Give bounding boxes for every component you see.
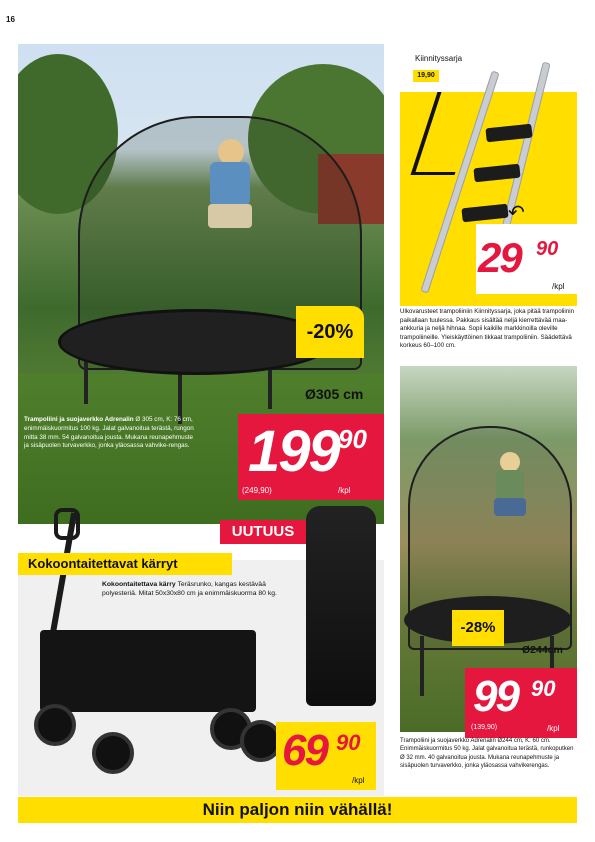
price-main: 69 (282, 726, 327, 775)
size-label-305: Ø305 cm (305, 386, 364, 402)
price-unit: /kpl (552, 282, 565, 291)
page-number: 16 (6, 15, 15, 24)
price-tag-29 (476, 224, 577, 294)
price-cents: 90 (536, 238, 559, 260)
price-cents: 90 (531, 676, 556, 701)
discount-badge-20 (296, 306, 364, 358)
ladder-title: Kiinnityssarja (415, 54, 463, 63)
folded-cart-image (306, 506, 376, 706)
cart-title: Kokoontaitettavat kärryt (18, 553, 232, 575)
cart-wheel (92, 732, 134, 774)
price-unit: /kpl (352, 776, 365, 785)
anchor-kit-price: 19,90 (413, 70, 439, 82)
discount-text: -20% (306, 321, 354, 343)
old-price: (139,90) (471, 724, 498, 731)
price-unit: /kpl (547, 724, 560, 733)
price-cents: 90 (338, 424, 367, 454)
caption-text: Ø 305 cm, K: 76 cm, enimmäiskuormitus 100 kg. Jalat galvanoitua terästä, rungon mitta 38 mm. 54 galvanoitua jousta. Mukana reunapehmuste ja sisäpuolen turvaverkko, jonka yläosassa vahvike-rengas. (24, 416, 194, 450)
curved-arrow-icon: ↶ (508, 202, 525, 224)
price-main: 199 (248, 419, 339, 484)
price-main: 99 (473, 672, 518, 721)
new-badge: UUTUUS (220, 520, 306, 544)
discount-badge-28 (452, 610, 504, 646)
caption-title: Trampoliini ja suojaverkko Adrenalin (24, 416, 134, 423)
cart-image (40, 630, 256, 712)
price-cents: 90 (336, 730, 361, 755)
price-tag-69 (276, 722, 376, 790)
discount-text: -28% (460, 619, 496, 636)
trampoline-small-description: Trampoliini ja suojaverkko Adrenalin Ø244 cm, K: 60 cm. Enimmäiskuormitus 50 kg. Jalat galvanoitua terästä, runkoputken Ø 32 mm. 40 galvanoitua jousta. Mukana reunapehmuste ja sisäpuolen turvaverkko, jonka yläosassa vahvikerengas. (400, 738, 574, 770)
price-tag-99 (465, 668, 577, 738)
ladder-description: Ulkovarusteet trampoliiniin Kiinnityssarja, joka pitää trampoliinin paikallaan tuulessa. Pakkaus sisältää neljä kierrettävää maa-ankkuria ja neljä hihnaa. Sopii kaikille markkinoilla oleville trampoliineille. Yleiskäyttöinen tikkaat trampoliiniin. Säädettävä korkeus 60–100 cm. (400, 308, 575, 350)
cart-desc-text: Teräsrunko, kangas kestävää polyesteriä. Mitat 50x30x80 cm ja enimmäiskuorma 80 kg. (102, 581, 277, 598)
price-main: 29 (478, 234, 521, 281)
cart-desc-title: Kokoontaitettava kärry (102, 581, 176, 588)
cart-wheel (34, 704, 76, 746)
trampoline-mat (58, 309, 334, 375)
price-unit: /kpl (338, 486, 351, 495)
size-label-244: Ø244cm (522, 644, 563, 656)
cart-description (102, 580, 282, 598)
old-price: (249,90) (242, 486, 272, 495)
trampoline-large-caption (24, 416, 199, 451)
child-figure (500, 452, 520, 472)
footer-slogan: Niin paljon niin vähällä! (18, 797, 577, 823)
price-tag-199 (238, 414, 384, 500)
